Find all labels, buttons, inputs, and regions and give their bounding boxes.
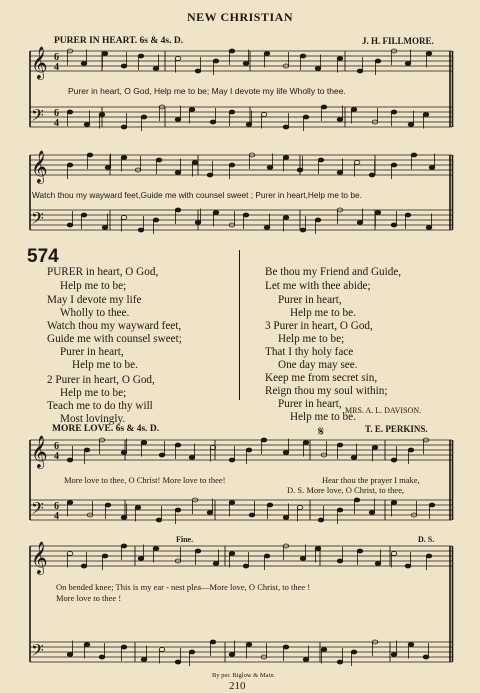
- verse-line: Help me to be.: [290, 307, 356, 319]
- note-head: [429, 503, 435, 507]
- verse-line: Wholly to thee.: [60, 307, 130, 319]
- note-head: [337, 57, 343, 61]
- note-head: [138, 557, 144, 561]
- note-head: [229, 110, 235, 114]
- note-head: [229, 653, 235, 657]
- staff-system2-bass: [30, 210, 452, 230]
- note-head: [283, 451, 289, 455]
- note-head: [423, 655, 429, 659]
- note-head: [426, 52, 432, 56]
- note-head: [121, 516, 127, 520]
- note-head: [67, 501, 73, 505]
- copyright-notice: By per. Biglow & Main.: [212, 672, 276, 679]
- note-head: [300, 54, 306, 58]
- note-head: [102, 554, 108, 558]
- tune2-lyrics-b2: More love to thee !: [56, 593, 122, 603]
- note-head: [315, 547, 321, 551]
- note-head: [213, 211, 219, 215]
- note-head: [303, 658, 309, 662]
- note-head: [283, 516, 289, 520]
- bass-clef-icon: 𝄢: [31, 640, 44, 664]
- staff-system3-bass: [30, 500, 452, 520]
- tune2-lyrics-a2: Hear thou the prayer I make,: [322, 475, 420, 485]
- note-head: [303, 115, 309, 119]
- staff-system1-treble: [30, 51, 452, 71]
- bass-clef-icon: 𝄢: [31, 105, 44, 129]
- treble-clef-icon: 𝄞: [31, 46, 48, 79]
- verse-line: May I devote my life: [47, 294, 142, 306]
- note-head: [354, 161, 360, 165]
- verse-line: Purer in heart,: [278, 398, 342, 410]
- note-head: [102, 52, 108, 56]
- note-head: [67, 110, 73, 114]
- tune-composer-fillmore: J. H. FILLMORE.: [362, 36, 434, 46]
- note-head: [99, 113, 105, 117]
- note-head: [192, 161, 198, 165]
- staff-system3-treble: [30, 440, 452, 460]
- note-head: [303, 441, 309, 445]
- note-head: [264, 226, 270, 230]
- note-head: [300, 228, 306, 232]
- verse-line: Guide me with counsel sweet;: [47, 333, 182, 345]
- verse-line: Purer in heart,: [60, 346, 124, 358]
- svg-text:4: 4: [54, 62, 59, 73]
- note-head: [159, 648, 165, 652]
- tune2-lyrics-a1: More love to thee, O Christ! More love to thee!: [64, 475, 226, 485]
- note-head: [81, 213, 87, 217]
- note-head: [153, 218, 159, 222]
- note-head: [84, 448, 90, 452]
- note-head: [391, 110, 397, 114]
- note-head: [121, 216, 127, 220]
- bass-clef-icon: 𝄢: [31, 208, 44, 232]
- note-head: [267, 166, 273, 170]
- verse-line: One day may see.: [278, 359, 358, 371]
- note-head: [300, 557, 306, 561]
- note-head: [229, 501, 235, 505]
- note-head: [175, 171, 181, 175]
- note-head: [297, 506, 303, 510]
- note-head: [243, 564, 249, 568]
- note-head: [138, 228, 144, 232]
- verse-line: Keep me from secret sin,: [265, 372, 378, 384]
- note-head: [337, 660, 343, 664]
- note-head: [141, 115, 147, 119]
- note-head: [369, 511, 375, 515]
- note-head: [375, 59, 381, 63]
- svg-text:4: 4: [54, 118, 59, 129]
- note-head: [246, 643, 252, 647]
- note-head: [84, 123, 90, 127]
- note-head: [159, 453, 165, 457]
- note-head: [246, 123, 252, 127]
- staff-system1-bass: [30, 107, 452, 127]
- note-head: [357, 221, 363, 225]
- note-head: [105, 166, 111, 170]
- staff-system4-bass: [30, 642, 452, 662]
- note-head: [426, 226, 432, 230]
- note-head: [337, 171, 343, 175]
- note-head: [391, 501, 397, 505]
- note-head: [411, 153, 417, 157]
- verse-line: Watch thou my wayward feet,: [47, 320, 182, 332]
- note-head: [175, 118, 181, 122]
- note-head: [405, 213, 411, 217]
- note-head: [391, 223, 397, 227]
- tune1-lyrics-line-1: Purer in heart, O God, Help me to be; May I devote my life Wholly to thee.: [68, 86, 346, 96]
- fine-marking: Fine.: [176, 535, 194, 544]
- note-head: [67, 163, 73, 167]
- hymn-author: MRS. A. L. DAVISON.: [345, 406, 422, 415]
- note-head: [246, 448, 252, 452]
- note-head: [175, 443, 181, 447]
- verse-line: Reign thou my soul within;: [265, 385, 388, 397]
- note-head: [429, 166, 435, 170]
- note-head: [138, 54, 144, 58]
- note-head: [121, 64, 127, 68]
- verse-line: Purer in heart,: [278, 294, 342, 306]
- note-head: [81, 62, 87, 66]
- note-head: [369, 173, 375, 177]
- note-head: [121, 451, 127, 455]
- ds-marking: D. S.: [418, 535, 435, 544]
- note-head: [121, 125, 127, 129]
- verse-line: PURER in heart, O God,: [47, 266, 159, 278]
- note-head: [315, 218, 321, 222]
- note-head: [213, 59, 219, 63]
- segno-icon: 𝄋: [318, 424, 325, 440]
- note-head: [175, 208, 181, 212]
- note-head: [229, 49, 235, 53]
- tune-title-purer-in-heart: PURER IN HEART. 6s & 4s. D.: [54, 36, 184, 46]
- note-head: [267, 503, 273, 507]
- note-head: [153, 547, 159, 551]
- note-head: [391, 653, 397, 657]
- verse-line: 2 Purer in heart, O God,: [47, 374, 155, 386]
- staff-system2-treble: [30, 155, 452, 175]
- verse-line: Help me to be.: [72, 359, 138, 371]
- verse-line: 3 Purer in heart, O God,: [265, 320, 373, 332]
- note-head: [357, 69, 363, 73]
- note-head: [229, 458, 235, 462]
- verse-line: That I thy holy face: [265, 346, 354, 358]
- note-head: [391, 163, 397, 167]
- note-head: [337, 443, 343, 447]
- note-head: [351, 108, 357, 112]
- note-head: [105, 503, 111, 507]
- verse-line: Help me to be;: [60, 280, 127, 292]
- note-head: [408, 448, 414, 452]
- note-head: [141, 441, 147, 445]
- tune2-lyrics-a3: D. S. More love, O Christ, to thee,: [287, 485, 405, 495]
- note-head: [207, 511, 213, 515]
- note-head: [321, 648, 327, 652]
- note-head: [229, 163, 235, 167]
- note-head: [121, 544, 127, 548]
- note-head: [243, 213, 249, 217]
- note-head: [283, 216, 289, 220]
- tune1-lyrics-line-2: Watch thou my wayward feet,Guide me with counsel sweet ; Purer in heart,Help me to be.: [32, 190, 362, 200]
- note-head: [213, 562, 219, 566]
- note-head: [195, 221, 201, 225]
- note-head: [67, 552, 73, 556]
- note-head: [423, 113, 429, 117]
- note-head: [375, 562, 381, 566]
- note-head: [210, 120, 216, 124]
- note-head: [372, 446, 378, 450]
- note-head: [408, 643, 414, 647]
- note-head: [243, 62, 249, 66]
- note-head: [351, 650, 357, 654]
- note-head: [321, 105, 327, 109]
- note-head: [354, 498, 360, 502]
- verse-line: Help me to be;: [60, 387, 127, 399]
- note-head: [264, 554, 270, 558]
- svg-text:6: 6: [54, 501, 59, 512]
- svg-text:6: 6: [54, 441, 59, 452]
- note-head: [84, 643, 90, 647]
- verse-line: Most lovingly.: [60, 413, 126, 425]
- note-head: [229, 552, 235, 556]
- note-head: [318, 158, 324, 162]
- note-head: [297, 168, 303, 172]
- note-head: [337, 559, 343, 563]
- tune-title-more-love: MORE LOVE. 6s & 4s. D.: [52, 424, 160, 434]
- note-head: [405, 564, 411, 568]
- note-head: [315, 67, 321, 71]
- note-head: [156, 158, 162, 162]
- note-head: [135, 506, 141, 510]
- note-head: [141, 658, 147, 662]
- note-head: [175, 57, 181, 61]
- note-head: [153, 67, 159, 71]
- page-number: 210: [229, 680, 246, 692]
- note-head: [121, 156, 127, 160]
- note-head: [283, 156, 289, 160]
- svg-text:4: 4: [54, 451, 59, 462]
- note-head: [337, 508, 343, 512]
- note-head: [357, 549, 363, 553]
- note-head: [408, 123, 414, 127]
- note-head: [67, 223, 73, 227]
- svg-text:6: 6: [54, 52, 59, 63]
- note-head: [283, 645, 289, 649]
- note-head: [189, 108, 195, 112]
- note-head: [67, 458, 73, 462]
- note-head: [195, 549, 201, 553]
- note-head: [175, 660, 181, 664]
- note-head: [195, 69, 201, 73]
- verse-line: Help me to be;: [278, 333, 345, 345]
- svg-text:4: 4: [54, 511, 59, 522]
- note-head: [261, 438, 267, 442]
- note-head: [318, 518, 324, 522]
- column-divider: [239, 250, 240, 400]
- note-head: [375, 211, 381, 215]
- note-head: [156, 518, 162, 522]
- note-head: [207, 173, 213, 177]
- verse-line: Teach me to do thy will: [47, 400, 153, 412]
- note-head: [189, 456, 195, 460]
- note-head: [391, 458, 397, 462]
- note-head: [210, 640, 216, 644]
- note-head: [261, 113, 267, 117]
- note-head: [249, 513, 255, 517]
- note-head: [391, 552, 397, 556]
- svg-text:6: 6: [54, 108, 59, 119]
- staff-system4-treble: [30, 546, 452, 566]
- note-head: [102, 226, 108, 230]
- note-head: [99, 655, 105, 659]
- running-head: NEW CHRISTIAN: [187, 10, 293, 24]
- note-head: [121, 645, 127, 649]
- note-head: [67, 653, 73, 657]
- treble-clef-icon: 𝄞: [31, 435, 48, 468]
- note-head: [81, 564, 87, 568]
- tune-composer-perkins: T. E. PERKINS.: [365, 424, 428, 434]
- treble-clef-icon: 𝄞: [31, 541, 48, 574]
- treble-clef-icon: 𝄞: [31, 150, 48, 183]
- verse-line: Let me with thee abide;: [265, 280, 371, 292]
- note-head: [337, 118, 343, 122]
- verse-line: Be thou my Friend and Guide,: [265, 266, 402, 278]
- verse-line: Help me to be.: [290, 411, 356, 423]
- hymn-number: 574: [27, 246, 59, 267]
- note-head: [189, 650, 195, 654]
- note-head: [87, 153, 93, 157]
- note-head: [405, 62, 411, 66]
- bass-clef-icon: 𝄢: [31, 498, 44, 522]
- note-head: [283, 125, 289, 129]
- tune2-lyrics-b1: On bended knee; This is my ear - nest plea—More love, O Christ, to thee !: [56, 582, 311, 592]
- note-head: [426, 554, 432, 558]
- note-head: [264, 52, 270, 56]
- note-head: [351, 456, 357, 460]
- note-head: [175, 508, 181, 512]
